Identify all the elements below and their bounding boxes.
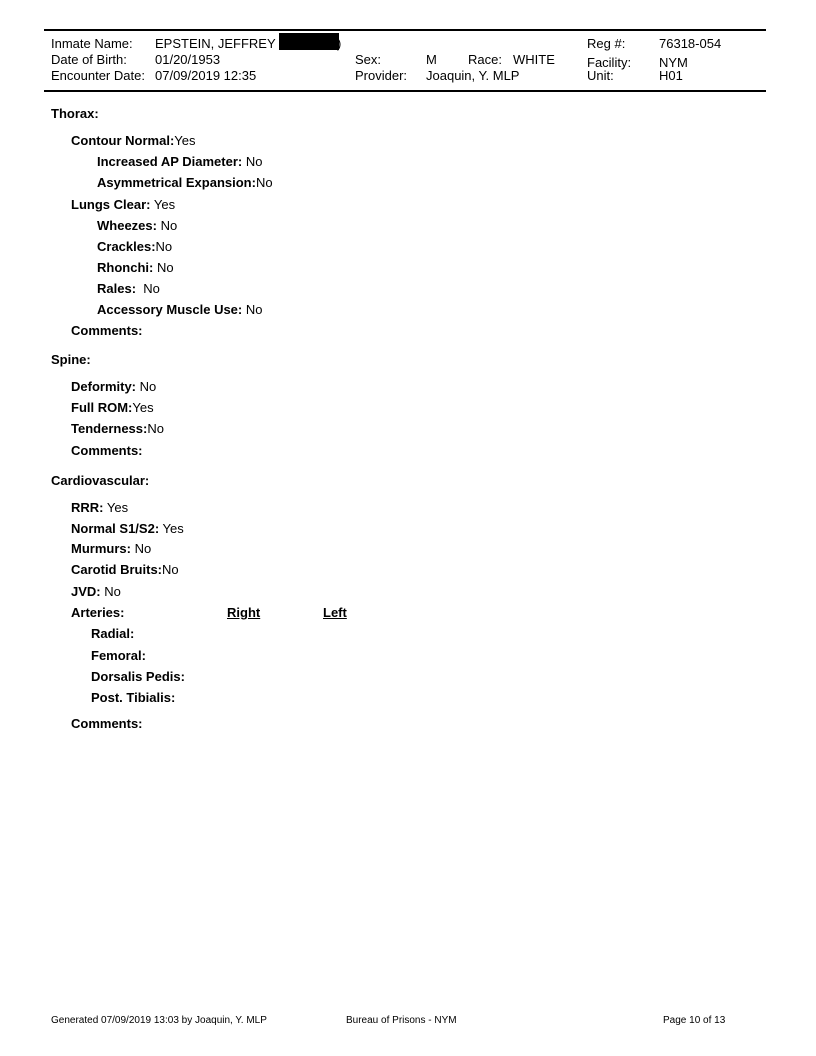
tenderness-label: Tenderness: — [71, 421, 148, 436]
deformity-row — [71, 379, 156, 394]
lungs-clear-label: Lungs Clear: — [71, 197, 151, 212]
spine-comments-row — [71, 443, 143, 458]
contour-normal-label: Contour Normal: — [71, 133, 175, 148]
deformity-value: No — [139, 379, 157, 394]
cardio-comments-row — [71, 716, 143, 731]
redaction-box — [279, 33, 342, 51]
tenderness-row — [71, 421, 164, 436]
rales-value: No — [143, 281, 160, 296]
footer-generated: Generated 07/09/2019 13:03 by Joaquin, Y. MLP — [51, 1015, 267, 1026]
race-label: Race: — [468, 52, 502, 67]
header-top-rule — [44, 29, 766, 31]
dob-label: Date of Birth: — [51, 52, 127, 67]
rrr-value: Yes — [106, 500, 129, 515]
footer-page-number: Page 10 of 13 — [663, 1015, 726, 1026]
encounter-label: Encounter Date: — [51, 68, 145, 83]
contour-normal-row — [71, 133, 196, 148]
race-value: WHITE — [513, 52, 555, 67]
rrr-label: RRR: — [71, 500, 104, 515]
radial-label: Radial: — [91, 626, 135, 641]
inmate-name-trailing: ) — [337, 36, 342, 51]
jvd-row — [71, 584, 121, 599]
s1s2-row — [71, 521, 184, 536]
ap-diameter-value: No — [245, 154, 263, 169]
spine-heading: Spine: — [51, 352, 91, 367]
rales-label: Rales: — [97, 281, 137, 296]
facility-label: Facility: — [587, 55, 632, 70]
sex-value: M — [426, 52, 437, 67]
dorsalis-pedis-label: Dorsalis Pedis: — [91, 669, 185, 684]
arteries-left-header: Left — [323, 605, 347, 620]
s1s2-value: Yes — [162, 521, 184, 536]
reg-label: Reg #: — [587, 36, 626, 51]
unit-value: H01 — [659, 68, 683, 83]
femoral-label: Femoral: — [91, 648, 146, 663]
jvd-value: No — [104, 584, 121, 599]
thorax-comments-row — [71, 323, 143, 338]
full-rom-label: Full ROM: — [71, 400, 133, 415]
cardio-comments-label: Comments: — [71, 716, 143, 731]
accessory-muscle-value: No — [245, 302, 263, 317]
thorax-comments-label: Comments: — [71, 323, 143, 338]
unit-label: Unit: — [587, 68, 614, 83]
rhonchi-value: No — [156, 260, 174, 275]
rhonchi-label: Rhonchi: — [97, 260, 154, 275]
ap-diameter-label: Increased AP Diameter: — [97, 154, 243, 169]
full-rom-value: Yes — [132, 400, 154, 415]
wheezes-row — [97, 218, 177, 233]
arteries-label: Arteries: — [71, 605, 125, 620]
radial-row — [91, 626, 134, 641]
s1s2-label: Normal S1/S2: — [71, 521, 160, 536]
femoral-row — [91, 648, 146, 663]
arteries-row — [71, 605, 124, 620]
asym-expansion-value: No — [255, 175, 273, 190]
provider-value: Joaquin, Y. MLP — [426, 68, 520, 83]
rrr-row — [71, 500, 128, 515]
inmate-name-value: EPSTEIN, JEFFREY — [155, 36, 276, 51]
deformity-label: Deformity: — [71, 379, 137, 394]
murmurs-value: No — [134, 541, 152, 556]
facility-value: NYM — [659, 55, 688, 70]
footer-bureau: Bureau of Prisons - NYM — [346, 1015, 457, 1026]
carotid-bruits-value: No — [162, 562, 179, 577]
sex-label: Sex: — [355, 52, 382, 67]
cardiovascular-heading — [51, 473, 149, 488]
lungs-clear-row — [71, 197, 175, 212]
rales-row — [97, 281, 160, 296]
lungs-clear-value: Yes — [153, 197, 176, 212]
wheezes-label: Wheezes: — [97, 218, 157, 233]
dorsalis-pedis-row — [91, 669, 185, 684]
asym-expansion-row — [97, 175, 273, 190]
post-tibialis-row — [91, 690, 175, 705]
asym-expansion-label: Asymmetrical Expansion: — [97, 175, 256, 190]
inmate-name-label: Inmate Name: — [51, 36, 133, 51]
crackles-row — [97, 239, 172, 254]
murmurs-row — [71, 541, 151, 556]
accessory-muscle-row — [97, 302, 263, 317]
post-tibialis-label: Post. Tibialis: — [91, 690, 176, 705]
crackles-label: Crackles: — [97, 239, 156, 254]
encounter-value: 07/09/2019 12:35 — [155, 68, 257, 83]
tenderness-value: No — [147, 421, 164, 436]
reg-value: 76318-054 — [659, 36, 722, 51]
crackles-value: No — [155, 239, 173, 254]
header-bottom-rule — [44, 90, 766, 92]
spine-comments-label: Comments: — [71, 443, 143, 458]
murmurs-label: Murmurs: — [71, 541, 131, 556]
ap-diameter-row — [97, 154, 262, 169]
arteries-right-header: Right — [227, 605, 261, 620]
wheezes-value: No — [160, 218, 178, 233]
accessory-muscle-label: Accessory Muscle Use: — [97, 302, 243, 317]
dob-value: 01/20/1953 — [155, 52, 221, 67]
full-rom-row — [71, 400, 154, 415]
contour-normal-value: Yes — [174, 133, 196, 148]
jvd-label: JVD: — [71, 584, 101, 599]
thorax-heading: Thorax: — [51, 106, 99, 121]
cardiovascular-heading-text: Cardiovascular: — [51, 473, 150, 488]
provider-label: Provider: — [355, 68, 408, 83]
carotid-bruits-label: Carotid Bruits: — [71, 562, 162, 577]
carotid-bruits-row — [71, 562, 179, 577]
rhonchi-row — [97, 260, 174, 275]
